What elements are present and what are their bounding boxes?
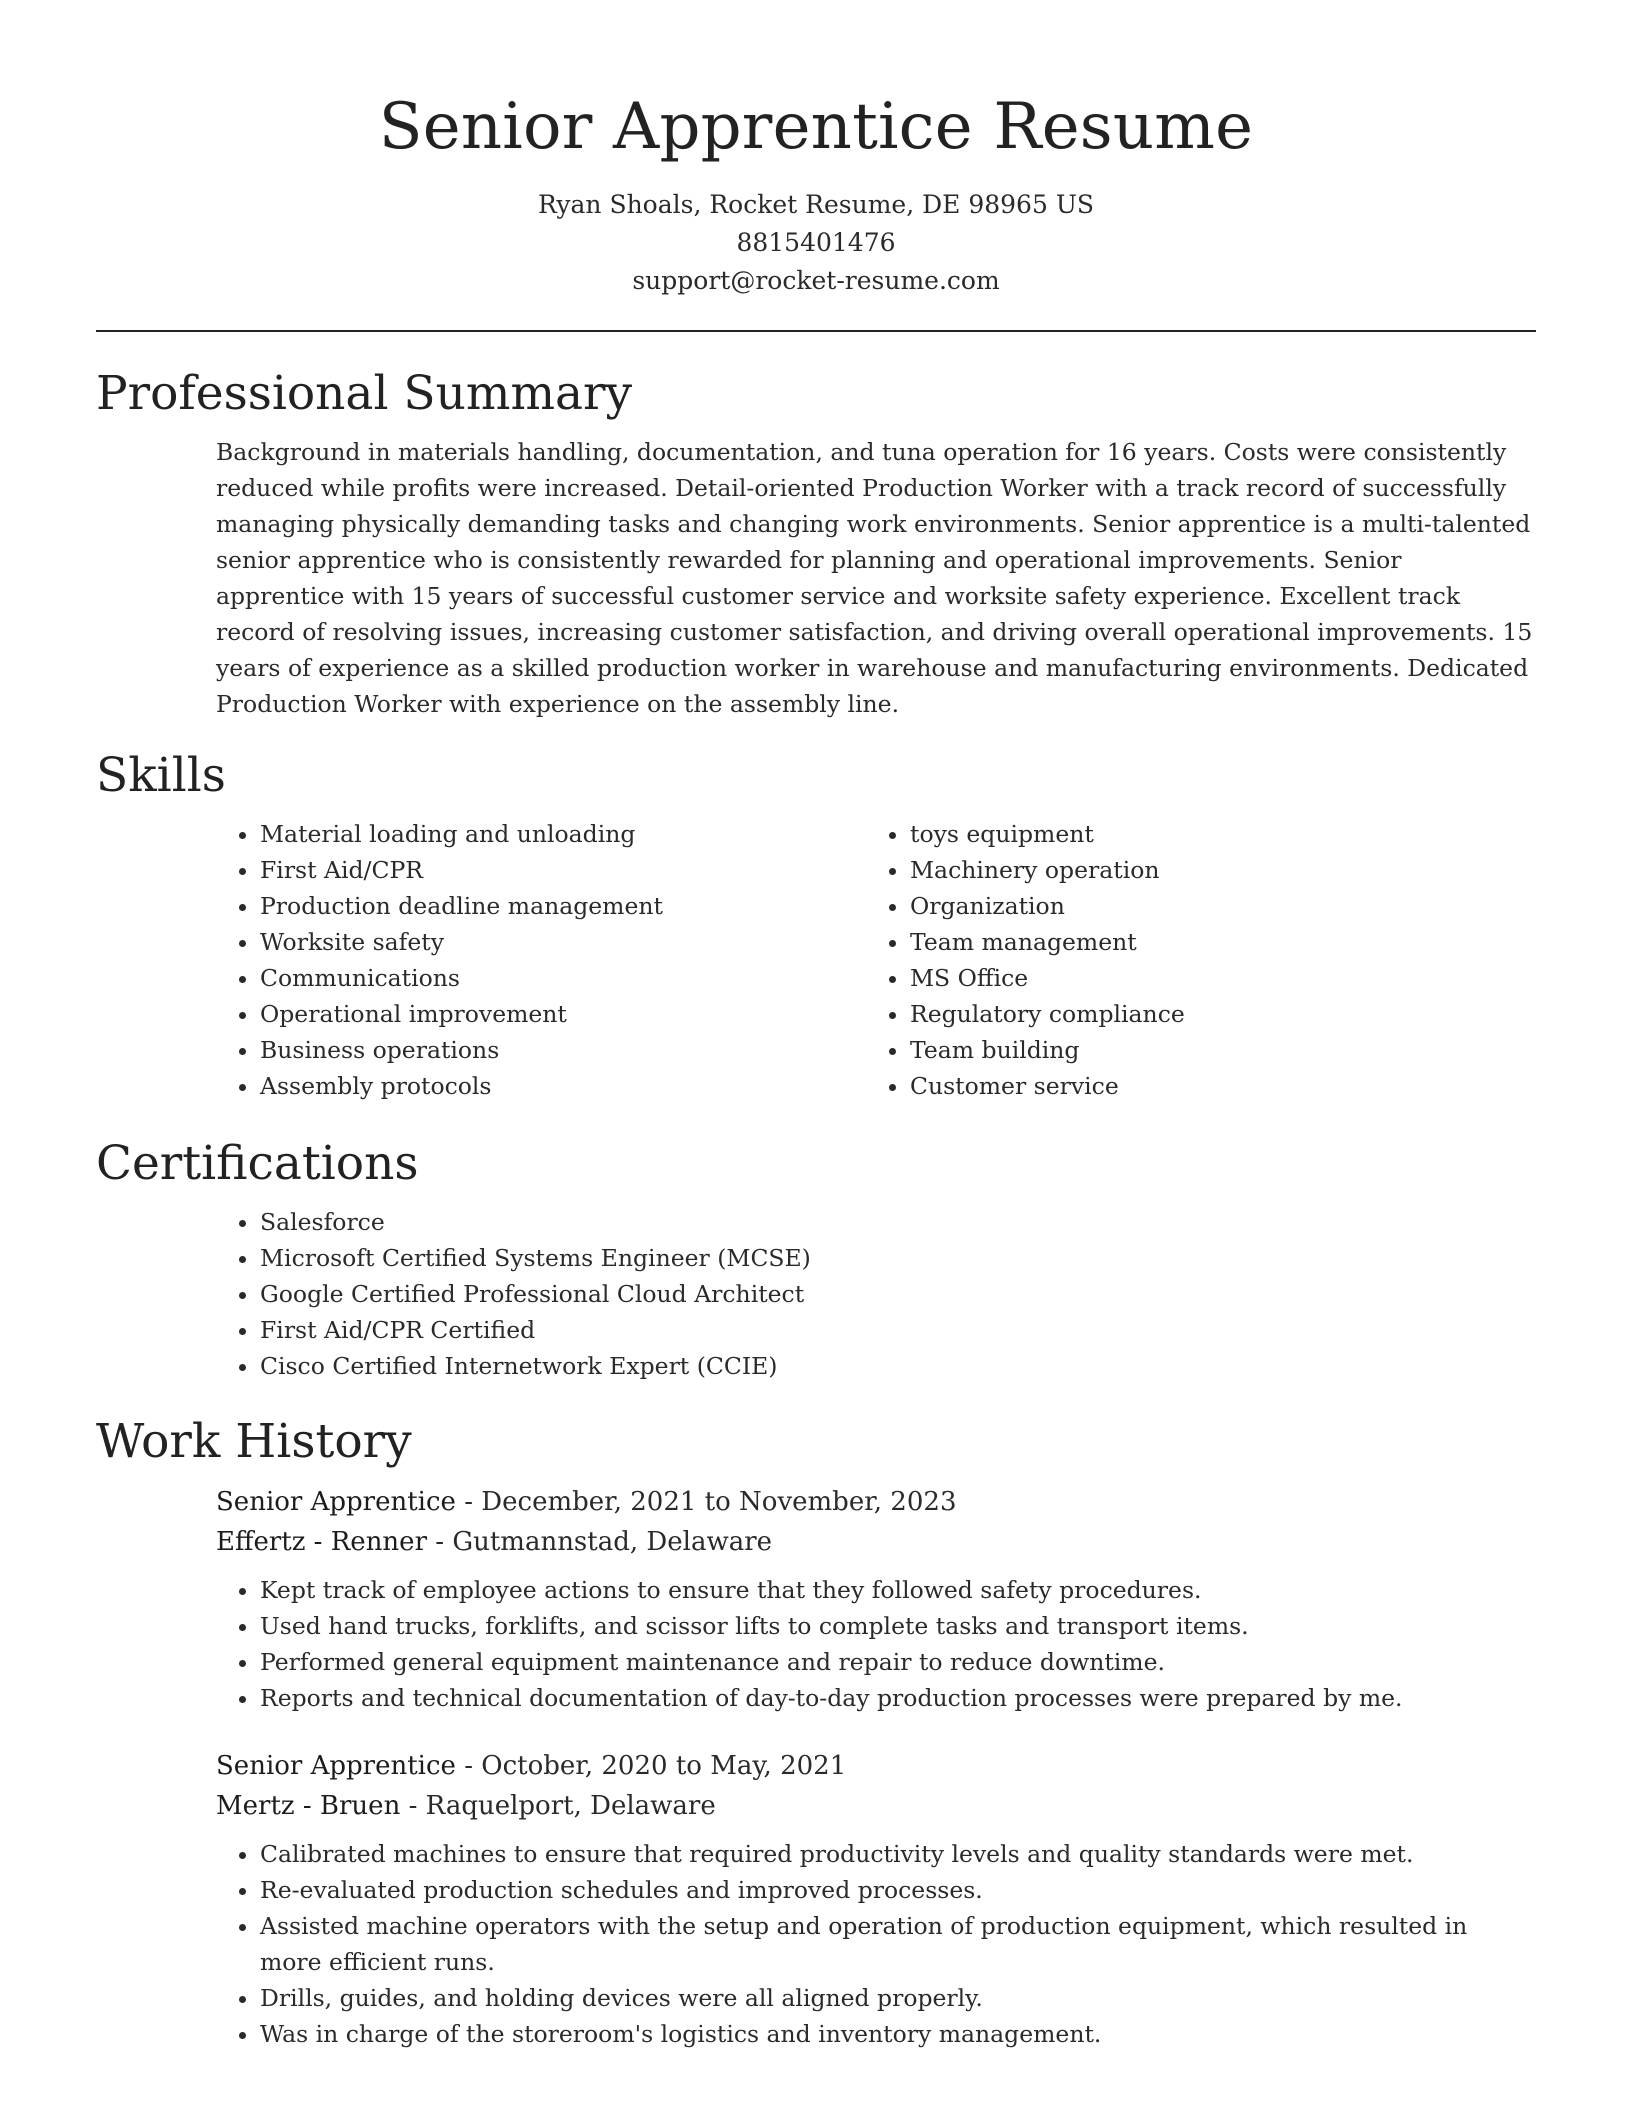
skill-item: • toys equipment [910, 816, 1516, 852]
job-title: Senior Apprentice [216, 1751, 456, 1781]
summary-section [96, 364, 1536, 722]
job-company-line: Effertz - Renner - Gutmannstad, Delaware [216, 1527, 773, 1557]
job-entry [216, 1482, 1536, 1716]
skills-grid [216, 816, 1536, 1104]
skill-item: • Regulatory compliance [910, 996, 1516, 1032]
job-duty-item: • Kept track of employee actions to ensure that they followed safety procedures. [260, 1572, 1536, 1608]
skill-item: • Team building [910, 1032, 1516, 1068]
skill-item: • Organization [910, 888, 1516, 924]
job-duty-item: • Calibrated machines to ensure that required productivity levels and quality standards were met. [260, 1836, 1536, 1872]
job-duty-item: • Re-evaluated production schedules and improved processes. [260, 1872, 1536, 1908]
job-duties-list [216, 1572, 1536, 1716]
skill-item: • Customer service [910, 1068, 1516, 1104]
job-title-line: Senior Apprentice - December, 2021 to November, 2023 [216, 1487, 957, 1517]
certifications-heading: Certifications [96, 1136, 419, 1191]
skills-list-right [866, 816, 1516, 1104]
header-divider [96, 330, 1536, 332]
summary-text: Background in materials handling, documentation, and tuna operation for 16 years. Costs were consistently reduced while profits were increased. Detail-oriented Production Worker with a track record of successfully managing physically demanding tasks and changing work environments. Senior apprentice is a multi-talented senior apprentice who is consistently rewarded for planning and operational improvements. Senior apprentice with 15 years of successful customer service and worksite safety experience. Excellent track record of resolving issues, increasing customer satisfaction, and driving overall operational improvements. 15 years of experience as a skilled production worker in warehouse and manufacturing environments. Dedicated Production Worker with experience on the assembly line. [216, 438, 1533, 718]
job-dates: December, 2021 to November, 2023 [481, 1487, 957, 1517]
job-company: Effertz - Renner [216, 1527, 427, 1557]
resume-title: Senior Apprentice Resume [378, 90, 1254, 164]
skill-item: • First Aid/CPR [260, 852, 866, 888]
job-location: Raquelport, Delaware [425, 1791, 716, 1821]
job-location: Gutmannstad, Delaware [452, 1527, 773, 1557]
job-title: Senior Apprentice [216, 1487, 456, 1517]
job-duty-item: • Used hand trucks, forklifts, and scissor lifts to complete tasks and transport items. [260, 1608, 1536, 1644]
job-duty-item: • Was in charge of the storeroom's logistics and inventory management. [260, 2016, 1536, 2052]
summary-heading: Professional Summary [96, 366, 633, 421]
job-title-line: Senior Apprentice - October, 2020 to May, 2021 [216, 1751, 847, 1781]
skill-item: • Assembly protocols [260, 1068, 866, 1104]
job-duty-item: • Drills, guides, and holding devices were all aligned properly. [260, 1980, 1536, 2016]
certification-item: • Cisco Certified Internetwork Expert (CCIE) [260, 1348, 1536, 1384]
skills-column-left [216, 816, 866, 1104]
skills-list-left [216, 816, 866, 1104]
certification-item: • Google Certified Professional Cloud Architect [260, 1276, 1536, 1312]
skills-heading: Skills [96, 748, 226, 803]
job-company: Mertz - Bruen [216, 1791, 401, 1821]
certification-item: • Microsoft Certified Systems Engineer (MCSE) [260, 1240, 1536, 1276]
skill-item: • Business operations [260, 1032, 866, 1068]
skill-item: • MS Office [910, 960, 1516, 996]
job-duties-list [216, 1836, 1536, 2052]
contact-email: support@rocket-resume.com [632, 266, 1000, 295]
skill-item: • Team management [910, 924, 1516, 960]
contact-phone: 8815401476 [736, 228, 896, 257]
contact-address: Ryan Shoals, Rocket Resume, DE 98965 US [537, 190, 1095, 219]
work-history-section [96, 1412, 1536, 2052]
certifications-list [216, 1204, 1536, 1384]
certifications-list-wrap [216, 1204, 1536, 1384]
certification-item: • First Aid/CPR Certified [260, 1312, 1536, 1348]
job-duty-item: • Performed general equipment maintenance and repair to reduce downtime. [260, 1644, 1536, 1680]
job-duty-item: • Assisted machine operators with the setup and operation of production equipment, which resulted in more efficient runs. [260, 1908, 1536, 1980]
skills-section [96, 746, 1536, 1104]
certification-item: • Salesforce [260, 1204, 1536, 1240]
skill-item: • Worksite safety [260, 924, 866, 960]
job-company-line: Mertz - Bruen - Raquelport, Delaware [216, 1791, 716, 1821]
job-entry [216, 1746, 1536, 2052]
job-duty-item: • Reports and technical documentation of day-to-day production processes were prepared by me. [260, 1680, 1536, 1716]
skills-column-right [866, 816, 1516, 1104]
skill-item: • Communications [260, 960, 866, 996]
contact-info [96, 186, 1536, 300]
resume-header [96, 0, 1536, 300]
skill-item: • Material loading and unloading [260, 816, 866, 852]
skill-item: • Machinery operation [910, 852, 1516, 888]
skill-item: • Production deadline management [260, 888, 866, 924]
work-history-heading: Work History [96, 1414, 412, 1469]
skill-item: • Operational improvement [260, 996, 866, 1032]
job-dates: October, 2020 to May, 2021 [481, 1751, 847, 1781]
certifications-section [96, 1134, 1536, 1384]
